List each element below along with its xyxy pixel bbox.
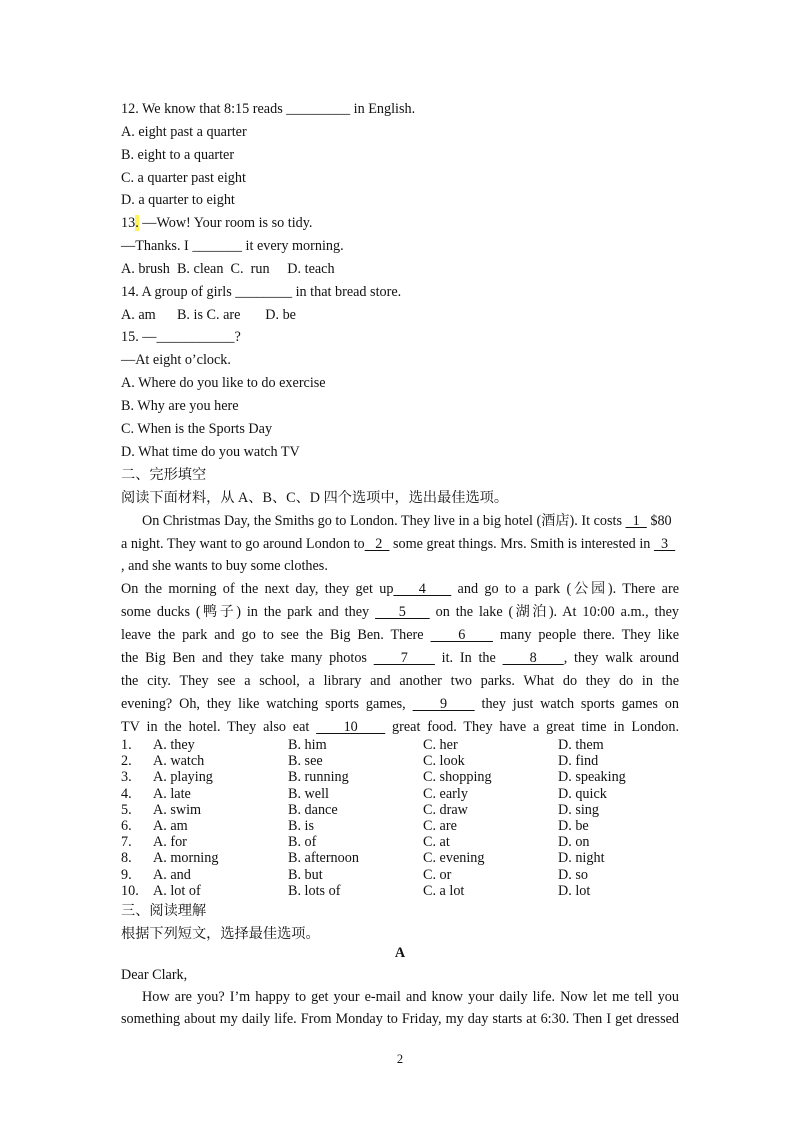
- section-instruction: 阅读下面材料，从 A、B、C、D 四个选项中，选出最佳选项。: [121, 490, 509, 506]
- option-choice: B. afternoon: [288, 850, 359, 867]
- question-14: [121, 283, 401, 301]
- option-c: C. When is the Sports Day: [121, 421, 273, 437]
- cloze-blank-4: 4: [393, 581, 452, 597]
- cloze-blank-6: 6: [430, 627, 493, 643]
- letter-line: How are you? I’m happy to get your e-mail and know your daily life. Now let me tell you: [142, 989, 679, 1005]
- section-instruction: 根据下列短文，选择最佳选项。: [121, 926, 320, 942]
- question-15-reply: —At eight o’clock.: [121, 352, 231, 368]
- passage-text: they just watch sports games on: [474, 696, 679, 712]
- answer-blank: ________: [235, 284, 293, 300]
- passage-line: [121, 535, 675, 553]
- option-b: B. eight to a quarter: [121, 147, 235, 163]
- passage-text: a night. They want to go around London to: [121, 536, 365, 552]
- option-choice: A. they: [153, 737, 195, 753]
- option-number: 8.: [121, 850, 132, 867]
- passage-text: leave the park and go to see the Big Ben. There: [121, 627, 431, 643]
- option-choice: D. on: [558, 834, 590, 851]
- passage-line: [121, 580, 679, 598]
- passage-text: TV in the hotel. They also eat: [121, 719, 317, 735]
- option-choice: B. well: [288, 785, 329, 802]
- option-number: 2.: [121, 753, 132, 770]
- option-choice: C. shopping: [423, 769, 492, 786]
- option-choice: C. draw: [423, 801, 468, 818]
- option-choice: A. and: [153, 866, 191, 883]
- page-number: 2: [396, 1052, 404, 1066]
- passage-line: [121, 626, 679, 644]
- option-choice: B. lots of: [288, 882, 341, 899]
- option-choice: D. find: [558, 753, 599, 770]
- reply-text: it every morning.: [241, 238, 344, 254]
- option-choice: A. swim: [153, 801, 202, 818]
- question-13-options: A. brush B. clean C. run D. teach: [121, 261, 335, 277]
- option-choice: C. a lot: [423, 882, 465, 899]
- option-choice: C. early: [423, 785, 468, 802]
- answer-blank: _______: [192, 238, 242, 254]
- answer-blank: ___________: [156, 329, 235, 345]
- passage-text: $80: [646, 513, 672, 529]
- question-stem: ?: [234, 329, 241, 345]
- question-stem: 15. —: [121, 329, 157, 345]
- passage-text: On the morning of the next day, they get up: [121, 581, 394, 597]
- option-choice: B. see: [288, 753, 323, 770]
- option-choice: C. are: [423, 818, 457, 834]
- passage-text: the Big Ben and they take many photos: [121, 650, 374, 666]
- option-number: 10.: [121, 882, 139, 899]
- option-choice: A. lot of: [153, 882, 201, 899]
- question-12: [121, 100, 415, 118]
- question-13: [121, 214, 312, 232]
- option-choice: C. or: [423, 866, 452, 883]
- option-number: 6.: [121, 818, 132, 834]
- option-choice: C. look: [423, 753, 465, 770]
- passage-line: [121, 695, 679, 713]
- option-b: B. Why are you here: [121, 398, 239, 414]
- option-choice: B. is: [288, 818, 315, 834]
- passage-text: and go to a park (公园). There are: [451, 581, 680, 597]
- question-stem: —Wow! Your room is so tidy.: [138, 215, 313, 231]
- passage-label: A: [394, 945, 406, 961]
- question-stem: in English.: [350, 101, 416, 117]
- section-title: 二、完形填空: [121, 467, 207, 483]
- cloze-blank-9: 9: [412, 696, 475, 712]
- passage-text: it. In the: [434, 650, 503, 666]
- option-choice: A. for: [153, 834, 187, 851]
- letter-greeting: Dear Clark,: [121, 967, 188, 983]
- option-d: D. a quarter to eight: [121, 192, 235, 208]
- passage-text: great food. They have a great time in London.: [385, 719, 680, 735]
- cloze-blank-7: 7: [373, 650, 435, 666]
- question-14-options: A. am B. is C. are D. be: [121, 307, 296, 323]
- passage-line: , and she wants to buy some clothes.: [121, 558, 328, 574]
- option-choice: D. so: [558, 866, 588, 883]
- question-number: 13: [121, 215, 136, 231]
- passage-line: the city. They see a school, a library and another two parks. What do they do in the: [121, 673, 679, 689]
- option-number: 1.: [121, 737, 132, 753]
- question-13-reply: [121, 237, 344, 255]
- option-d: D. What time do you watch TV: [121, 444, 300, 460]
- passage-text: on the lake (湖泊). At 10:00 a.m., they: [429, 604, 679, 620]
- passage-line: [121, 603, 679, 621]
- option-choice: A. morning: [153, 850, 219, 867]
- option-number: 9.: [121, 866, 132, 883]
- passage-text: some ducks (鸭子) in the park and they: [121, 604, 376, 620]
- question-stem: in that bread store.: [292, 284, 402, 300]
- option-number: 7.: [121, 834, 132, 851]
- section-title: 三、阅读理解: [121, 903, 207, 919]
- option-choice: B. dance: [288, 801, 338, 818]
- option-choice: D. lot: [558, 882, 591, 899]
- option-number: 4.: [121, 785, 132, 802]
- passage-text: , they walk around: [563, 650, 679, 666]
- question-15: [121, 328, 241, 346]
- answer-blank: _________: [286, 101, 351, 117]
- option-c: C. a quarter past eight: [121, 170, 246, 186]
- option-choice: D. night: [558, 850, 605, 867]
- cloze-blank-3: 3: [653, 536, 676, 552]
- cloze-blank-8: 8: [502, 650, 564, 666]
- option-choice: A. watch: [153, 753, 205, 770]
- passage-line: [121, 649, 679, 667]
- passage-text: some great things. Mrs. Smith is interested in: [389, 536, 654, 552]
- passage-text: many people there. They like: [492, 627, 679, 643]
- option-choice: D. them: [558, 737, 604, 753]
- cloze-blank-10: 10: [316, 719, 386, 735]
- option-choice: B. of: [288, 834, 317, 851]
- option-choice: D. be: [558, 818, 589, 834]
- option-choice: A. late: [153, 785, 191, 802]
- option-choice: B. but: [288, 866, 323, 883]
- option-a: A. Where do you like to do exercise: [121, 375, 326, 391]
- option-choice: C. evening: [423, 850, 485, 867]
- letter-line: something about my daily life. From Monday to Friday, my day starts at 6:30. Then I get dressed: [121, 1011, 679, 1027]
- option-choice: D. sing: [558, 801, 599, 818]
- cloze-blank-2: 2: [364, 536, 390, 552]
- option-number: 3.: [121, 769, 132, 786]
- option-a: A. eight past a quarter: [121, 124, 247, 140]
- option-choice: C. at: [423, 834, 450, 851]
- option-choice: D. speaking: [558, 769, 626, 786]
- cloze-blank-1: 1: [625, 513, 647, 529]
- question-stem: 14. A group of girls: [121, 284, 236, 300]
- option-choice: C. her: [423, 737, 458, 753]
- passage-text: On Christmas Day, the Smiths go to London. They live in a big hotel (酒店). It costs: [142, 513, 626, 529]
- option-choice: B. him: [288, 737, 327, 753]
- passage-line: [121, 718, 679, 736]
- option-number: 5.: [121, 801, 132, 818]
- option-choice: A. am: [153, 818, 188, 834]
- highlight-mark: .: [135, 215, 139, 231]
- option-choice: B. running: [288, 769, 349, 786]
- passage-line: [142, 512, 672, 530]
- option-choice: D. quick: [558, 785, 607, 802]
- cloze-blank-5: 5: [375, 604, 430, 620]
- option-choice: A. playing: [153, 769, 213, 786]
- question-stem: 12. We know that 8:15 reads: [121, 101, 287, 117]
- passage-text: evening? Oh, they like watching sports games,: [121, 696, 413, 712]
- reply-text: —Thanks. I: [121, 238, 193, 254]
